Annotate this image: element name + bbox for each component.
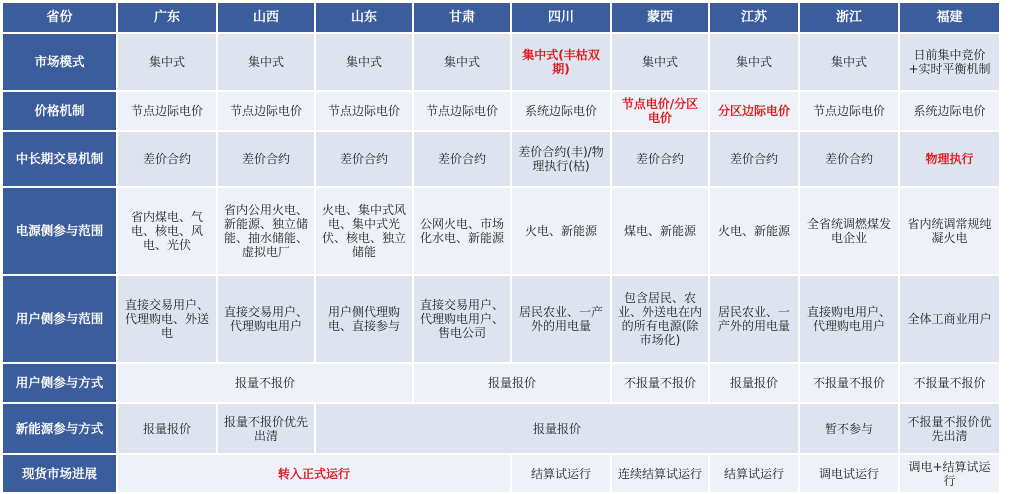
column-header: 江苏 [710, 3, 798, 32]
table-cell: 差价合约 [414, 132, 510, 186]
table-cell: 直接交易用户、代理购电用户、售电公司 [414, 276, 510, 362]
table-cell: 火电、集中式风电、集中式光伏、核电、独立储能 [316, 188, 412, 274]
table-cell: 省内统调常规纯凝火电 [900, 188, 999, 274]
column-header: 广东 [118, 3, 216, 32]
table-cell: 差价合约 [800, 132, 898, 186]
table-cell: 包含居民、农业、外送电在内的所有电源(除市场化) [612, 276, 708, 362]
table-cell: 居民农业、一产外的用电量 [710, 276, 798, 362]
table-cell: 集中式 [118, 34, 216, 90]
table-cell: 差价合约(丰)/物理执行(枯) [512, 132, 610, 186]
market-comparison-table [3, 3, 1029, 492]
table-cell: 报量报价 [316, 404, 798, 453]
row-header: 用户侧参与范围 [3, 276, 116, 362]
column-header: 四川 [512, 3, 610, 32]
column-header: 福建 [900, 3, 999, 32]
table-cell: 节点边际电价 [800, 92, 898, 130]
table-cell: 集中式 [414, 34, 510, 90]
table-cell: 报量报价 [118, 404, 216, 453]
table-cell: 集中式 [612, 34, 708, 90]
row-header: 电源侧参与范围 [3, 188, 116, 274]
table-cell: 差价合约 [612, 132, 708, 186]
table-cell: 不报量不报价 [900, 364, 999, 402]
column-header: 山西 [218, 3, 314, 32]
table-cell: 公网火电、市场化水电、新能源 [414, 188, 510, 274]
table-cell: 调电试运行 [800, 455, 898, 492]
table-cell: 分区边际电价 [710, 92, 798, 130]
table-cell: 省内煤电、气电、核电、风电、光伏 [118, 188, 216, 274]
table-cell: 集中式 [800, 34, 898, 90]
table-cell: 全体工商业用户 [900, 276, 999, 362]
table-cell: 不报量不报价 [612, 364, 708, 402]
table-cell: 节点电价/分区电价 [612, 92, 708, 130]
column-header: 浙江 [800, 3, 898, 32]
table-cell: 直接购电用户、代理购电用户 [800, 276, 898, 362]
column-header: 省份 [3, 3, 116, 32]
table-cell: 结算试运行 [512, 455, 610, 492]
table-cell: 报量报价 [414, 364, 610, 402]
row-header: 市场模式 [3, 34, 116, 90]
table-cell: 直接交易用户、代理购电、外送电 [118, 276, 216, 362]
table-cell: 报量报价 [710, 364, 798, 402]
table-cell: 火电、新能源 [710, 188, 798, 274]
table-cell: 差价合约 [218, 132, 314, 186]
row-header: 中长期交易机制 [3, 132, 116, 186]
table-cell: 节点边际电价 [118, 92, 216, 130]
table-cell: 节点边际电价 [218, 92, 314, 130]
table-cell: 节点边际电价 [414, 92, 510, 130]
table-cell: 集中式 [710, 34, 798, 90]
table-cell: 煤电、新能源 [612, 188, 708, 274]
table-cell: 日前集中竞价+实时平衡机制 [900, 34, 999, 90]
table-cell: 省内公用火电、新能源、独立储能、抽水储能、虚拟电厂 [218, 188, 314, 274]
table-cell: 全省统调燃煤发电企业 [800, 188, 898, 274]
table-cell: 直接交易用户、代理购电用户 [218, 276, 314, 362]
table-cell: 节点边际电价 [316, 92, 412, 130]
table-cell: 报量不报价 [118, 364, 412, 402]
table-cell: 用户侧代理购电、直接参与 [316, 276, 412, 362]
table-cell: 不报量不报价优先出清 [900, 404, 999, 453]
row-header: 用户侧参与方式 [3, 364, 116, 402]
table-cell: 系统边际电价 [512, 92, 610, 130]
table-cell: 差价合约 [710, 132, 798, 186]
table-cell: 火电、新能源 [512, 188, 610, 274]
column-header: 蒙西 [612, 3, 708, 32]
table-cell: 报量不报价优先出清 [218, 404, 314, 453]
row-header: 价格机制 [3, 92, 116, 130]
table-cell: 调电+结算试运行 [900, 455, 999, 492]
table-cell: 连续结算试运行 [612, 455, 708, 492]
column-header: 山东 [316, 3, 412, 32]
table-cell: 差价合约 [316, 132, 412, 186]
table-cell: 系统边际电价 [900, 92, 999, 130]
table-cell: 集中式 [316, 34, 412, 90]
row-header: 新能源参与方式 [3, 404, 116, 453]
table-cell: 集中式(丰枯双期) [512, 34, 610, 90]
table-cell: 物理执行 [900, 132, 999, 186]
table-cell: 结算试运行 [710, 455, 798, 492]
column-header: 甘肃 [414, 3, 510, 32]
table-cell: 不报量不报价 [800, 364, 898, 402]
table-cell: 暂不参与 [800, 404, 898, 453]
table-cell: 居民农业、一产外的用电量 [512, 276, 610, 362]
row-header: 现货市场进展 [3, 455, 116, 492]
table-cell: 差价合约 [118, 132, 216, 186]
table-cell: 转入正式运行 [118, 455, 510, 492]
table-cell: 集中式 [218, 34, 314, 90]
